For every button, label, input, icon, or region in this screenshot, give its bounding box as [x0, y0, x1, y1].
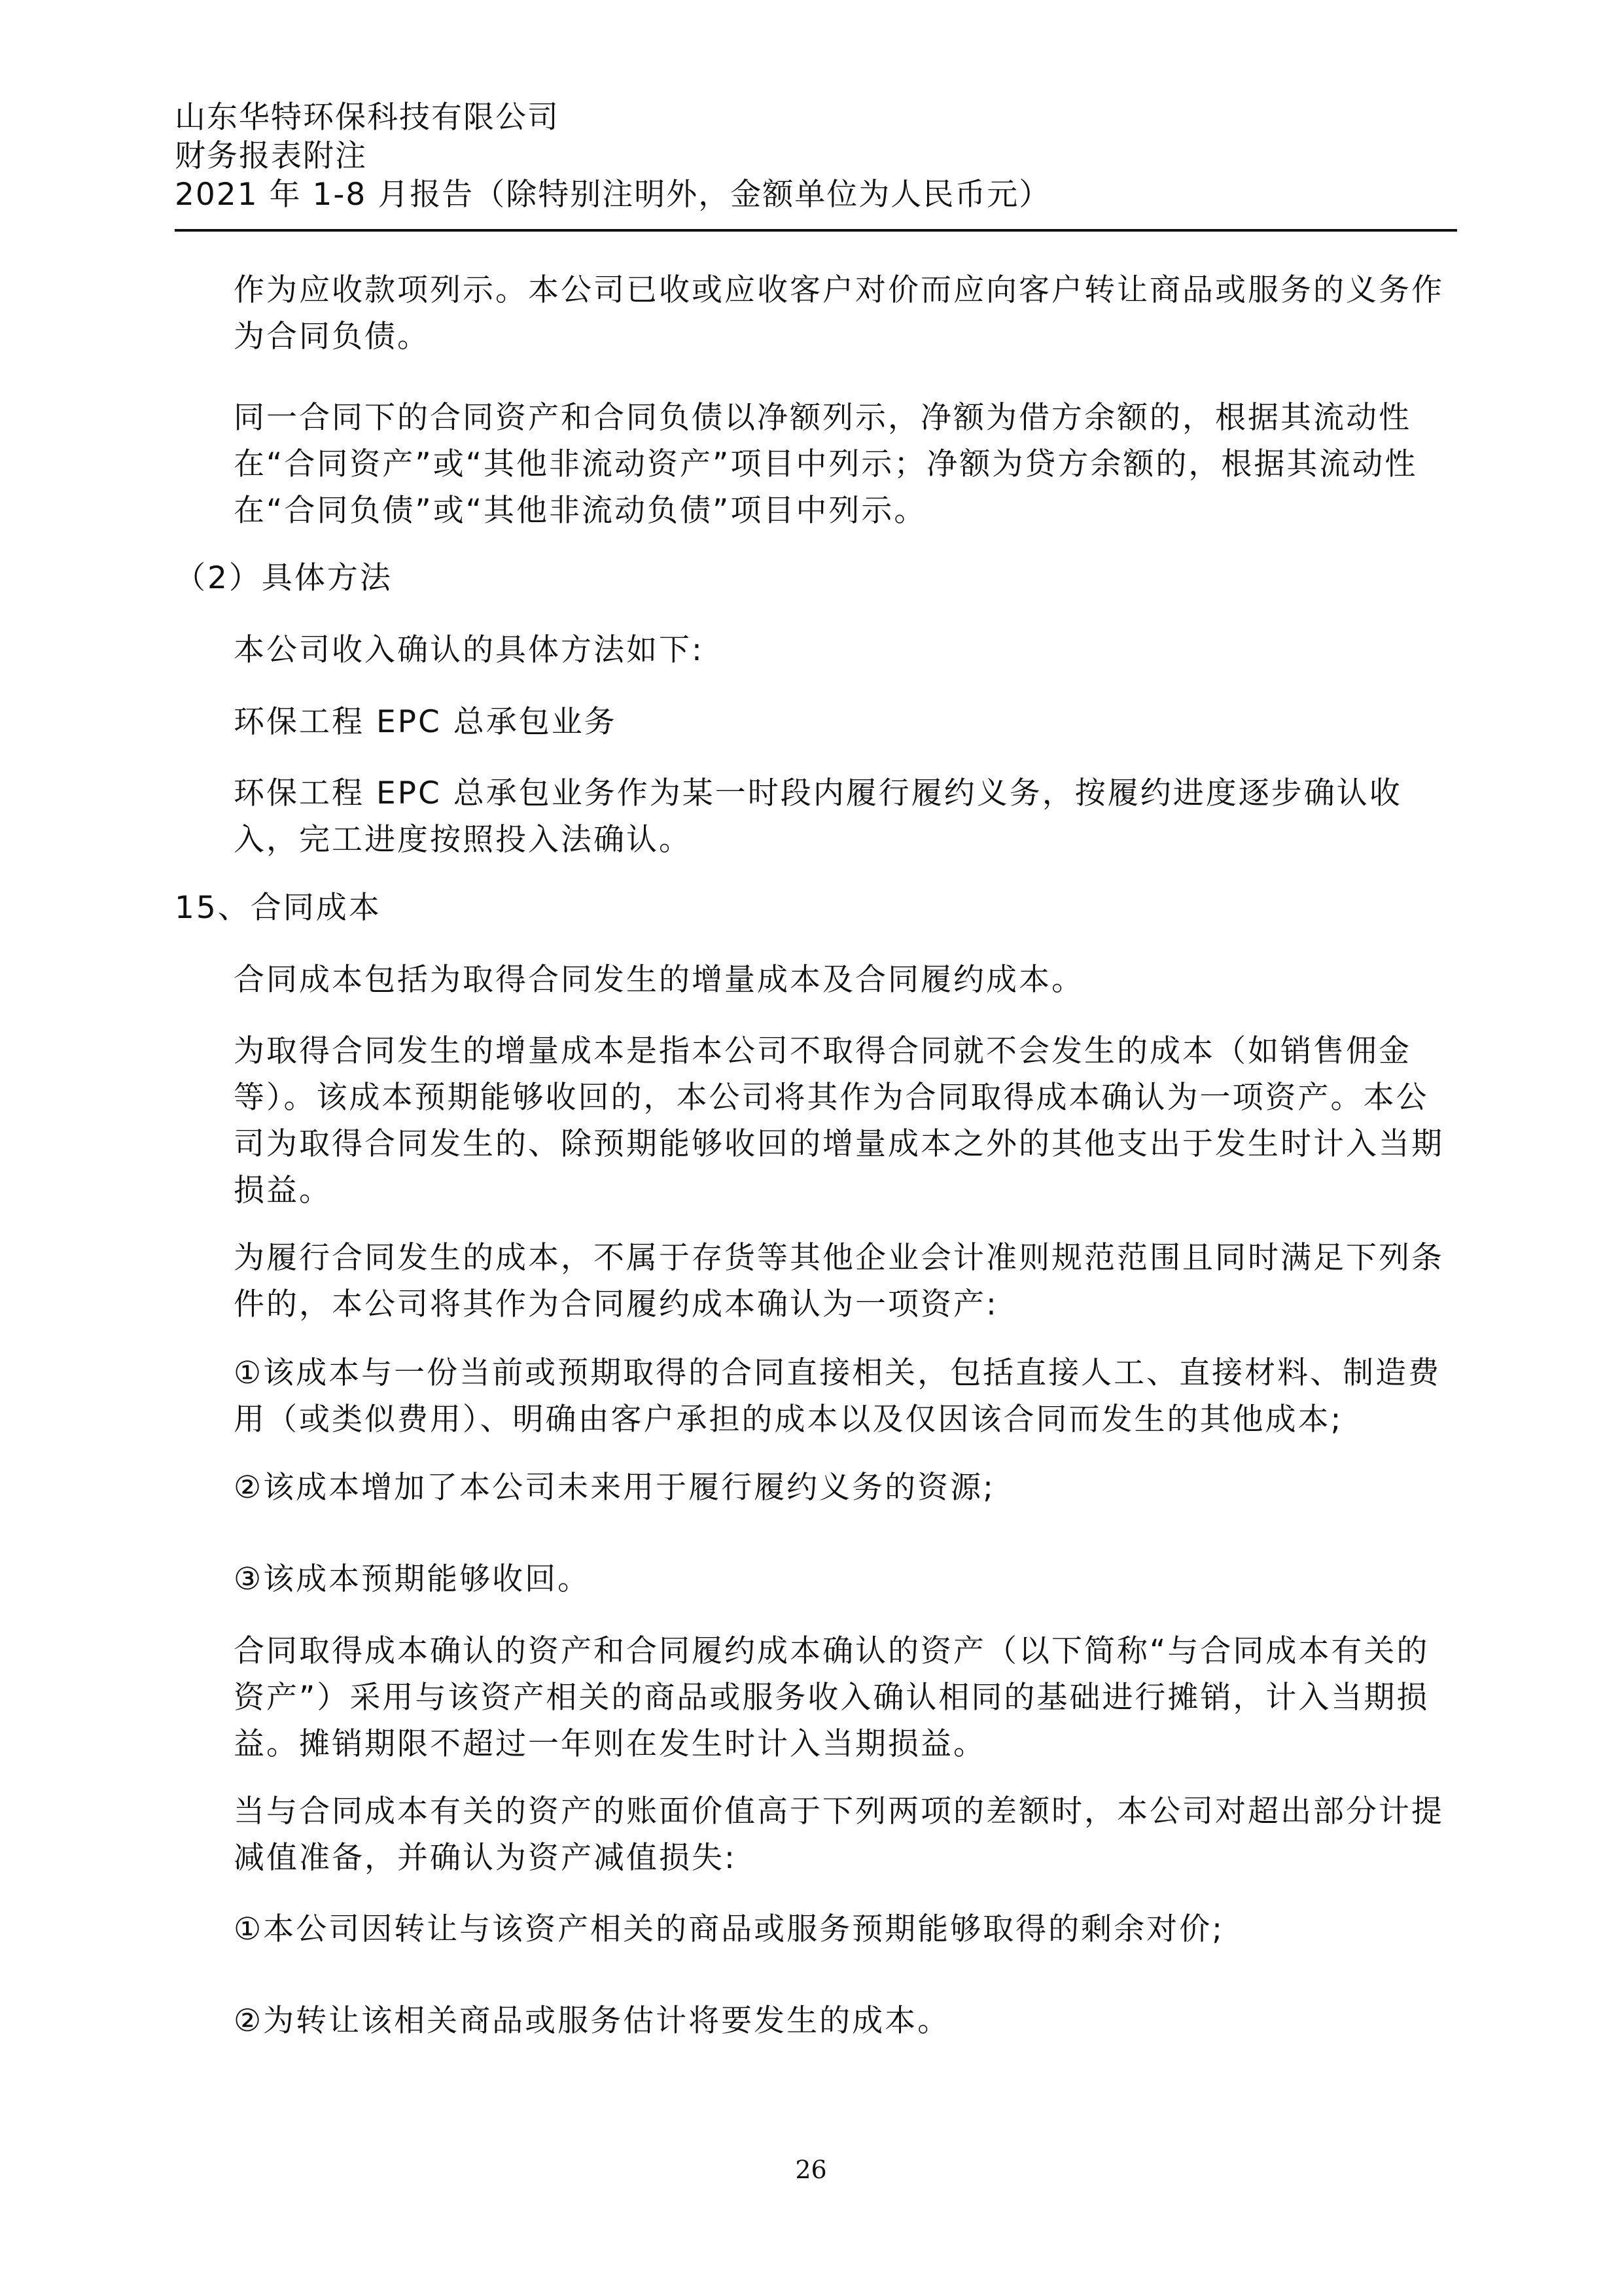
list-item-impairment-1: ①本公司因转让与该资产相关的商品或服务预期能够取得的剩余对价;	[234, 1911, 1224, 1947]
list-item-condition-1: ①该成本与一份当前或预期取得的合同直接相关，包括直接人工、直接材料、制造费用（或类似费用）、明确由客户承担的成本以及仅因该合同而发生的其他成本;	[234, 1355, 1441, 1438]
page-header	[175, 98, 1457, 214]
paragraph-epc-detail: 环保工程 EPC 总承包业务作为某一时段内履行履约义务，按履约进度逐步确认收入，完工进度按照投入法确认。	[234, 775, 1402, 858]
report-period: 2021 年 1-8 月报告（除特别注明外，金额单位为人民币元）	[175, 177, 1051, 213]
paragraph-amortisation: 合同取得成本确认的资产和合同履约成本确认的资产（以下简称“与合同成本有关的资产”）采用与该资产相关的商品或服务收入确认相同的基础进行摊销，计入当期损益。摊销期限不超过一年则在发生时计入当期损益。	[234, 1633, 1430, 1762]
section-heading-contract-cost: 15、合同成本	[175, 890, 381, 926]
paragraph-impairment: 当与合同成本有关的资产的账面价值高于下列两项的差额时，本公司对超出部分计提减值准备，并确认为资产减值损失:	[234, 1793, 1444, 1876]
list-item-condition-2: ②该成本增加了本公司未来用于履行履约义务的资源;	[234, 1470, 995, 1506]
header-divider	[175, 229, 1457, 232]
paragraph-contract-liability: 作为应收款项列示。本公司已收或应收客户对价而应向客户转让商品或服务的义务作为合同负债。	[234, 272, 1444, 355]
paragraph-contract-cost-scope: 合同成本包括为取得合同发生的增量成本及合同履约成本。	[234, 962, 1084, 998]
paragraph-epc-title: 环保工程 EPC 总承包业务	[234, 704, 617, 740]
list-item-impairment-2: ②为转让该相关商品或服务估计将要发生的成本。	[234, 2003, 951, 2039]
list-item-condition-3: ③该成本预期能够收回。	[234, 1561, 591, 1597]
page-number: 26	[795, 2155, 827, 2184]
paragraph-method-intro: 本公司收入确认的具体方法如下:	[234, 632, 704, 668]
subsection-heading-specific-method: （2）具体方法	[175, 560, 393, 596]
document-type: 财务报表附注	[175, 138, 367, 174]
company-name: 山东华特环保科技有限公司	[175, 99, 559, 135]
paragraph-incremental-cost: 为取得合同发生的增量成本是指本公司不取得合同就不会发生的成本（如销售佣金等）。该成本预期能够收回的，本公司将其作为合同取得成本确认为一项资产。本公司为取得合同发生的、除预期能够收回的增量成本之外的其他支出于发生时计入当期损益。	[234, 1033, 1444, 1209]
paragraph-fulfilment-cost: 为履行合同发生的成本，不属于存货等其他企业会计准则规范范围且同时满足下列条件的，本公司将其作为合同履约成本确认为一项资产:	[234, 1240, 1444, 1322]
paragraph-net-presentation: 同一合同下的合同资产和合同负债以净额列示，净额为借方余额的，根据其流动性在“合同资产”或“其他非流动资产”项目中列示；净额为贷方余额的，根据其流动性在“合同负债”或“其他非流动负债”项目中列示。	[234, 400, 1418, 529]
